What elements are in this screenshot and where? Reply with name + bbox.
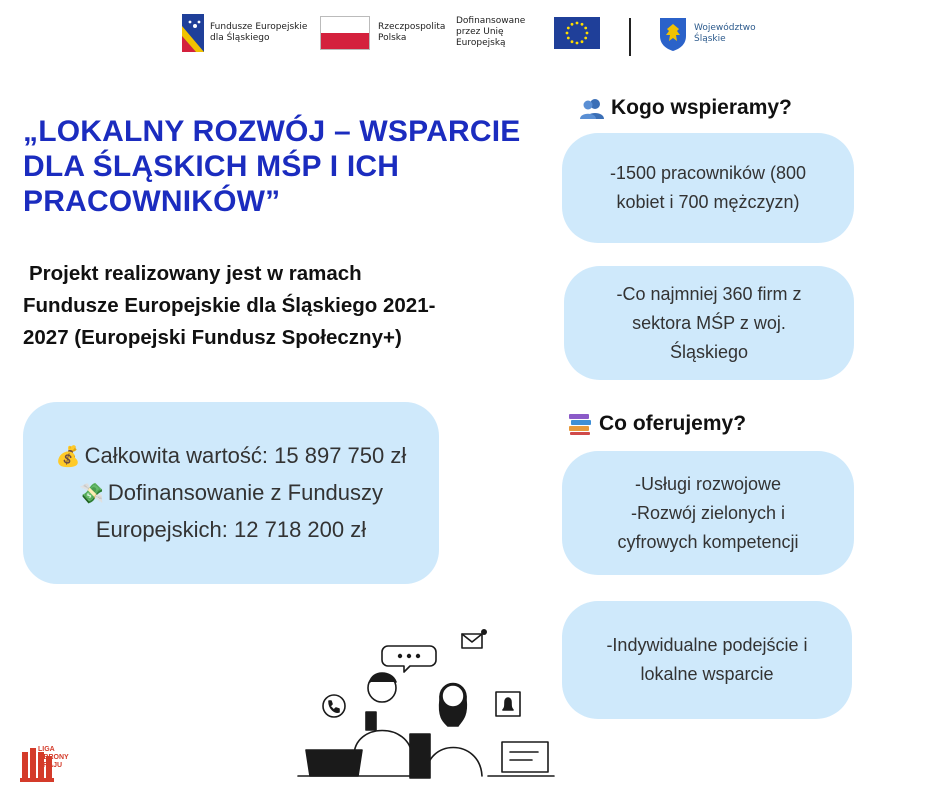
eu-flag-icon (554, 17, 600, 49)
who-item-line: sektora MŚP z woj. (632, 312, 786, 333)
polish-flag-icon (320, 16, 370, 50)
logo-bar (0, 8, 940, 64)
wojewodztwo-slaskie-logo (658, 16, 764, 52)
offer-item-line: cyfrowych kompetencji (617, 531, 799, 552)
funding-text-line2: Europejskich: 12 718 200 zł (95, 517, 367, 542)
page-title: „LOKALNY ROZWÓJ – WSPARCIE DLA ŚLĄSKICH MŚP I ICH PRACOWNIKÓW” (23, 115, 521, 218)
offer-item-line: -Indywidualne podejście i (606, 635, 808, 655)
offer-item-line: lokalne wsparcie (640, 664, 774, 684)
rzeczpospolita-logo (320, 16, 450, 50)
money-bag-icon: 💰 (55, 446, 81, 468)
fe-logo-text: Fundusze Europejskie dla Śląskiego (210, 22, 308, 43)
total-value-row (56, 438, 407, 475)
eu-logo (456, 16, 600, 49)
total-value-text: Całkowita wartość: 15 897 750 zł (84, 443, 407, 468)
project-description-line: Projekt realizowany jest w ramach (29, 262, 362, 285)
funding-text-line1: Dofinansowanie z Funduszy (107, 480, 384, 505)
who-item (562, 133, 854, 243)
financing-box (23, 402, 439, 584)
project-description (23, 258, 503, 354)
offer-item-line: -Usługi rozwojowe (634, 473, 782, 494)
fundusze-europejskie-logo (182, 14, 310, 52)
who-heading (580, 96, 792, 120)
who-item-line: -1500 pracowników (800 (609, 163, 807, 183)
money-wings-icon: 💸 (78, 483, 104, 505)
funding-row (79, 475, 383, 512)
sl-logo-text: Województwo Śląskie (694, 23, 756, 44)
offer-item-line: -Rozwój zielonych i (630, 502, 786, 523)
logo-divider (629, 18, 631, 56)
project-description-line: 2027 (Europejski Fundusz Społeczny+) (23, 326, 402, 349)
eu-logo-text: Dofinansowane przez Unię Europejską (456, 16, 526, 48)
project-description-line: Fundusze Europejskie dla Śląskiego 2021- (23, 294, 436, 317)
who-item-line: -Co najmniej 360 firm z (616, 283, 802, 304)
fe-star-icon (182, 14, 204, 52)
people-working-illustration (292, 626, 562, 788)
offer-item (562, 601, 852, 719)
offer-item (562, 451, 854, 575)
offer-heading-text: Co oferujemy? (599, 412, 747, 435)
who-item (564, 266, 854, 380)
offer-heading (568, 412, 746, 436)
who-heading-text: Kogo wspieramy? (611, 96, 792, 119)
silesia-coat-of-arms-icon (658, 16, 688, 52)
people-icon (580, 97, 604, 119)
lok-logo-text: LIGA OBRONY KRAJU (38, 746, 69, 769)
books-icon (568, 412, 592, 436)
rp-logo-text: Rzeczpospolita Polska (378, 22, 446, 43)
who-item-line: kobiet i 700 mężczyzn) (616, 192, 800, 212)
who-item-line: Śląskiego (669, 341, 749, 362)
